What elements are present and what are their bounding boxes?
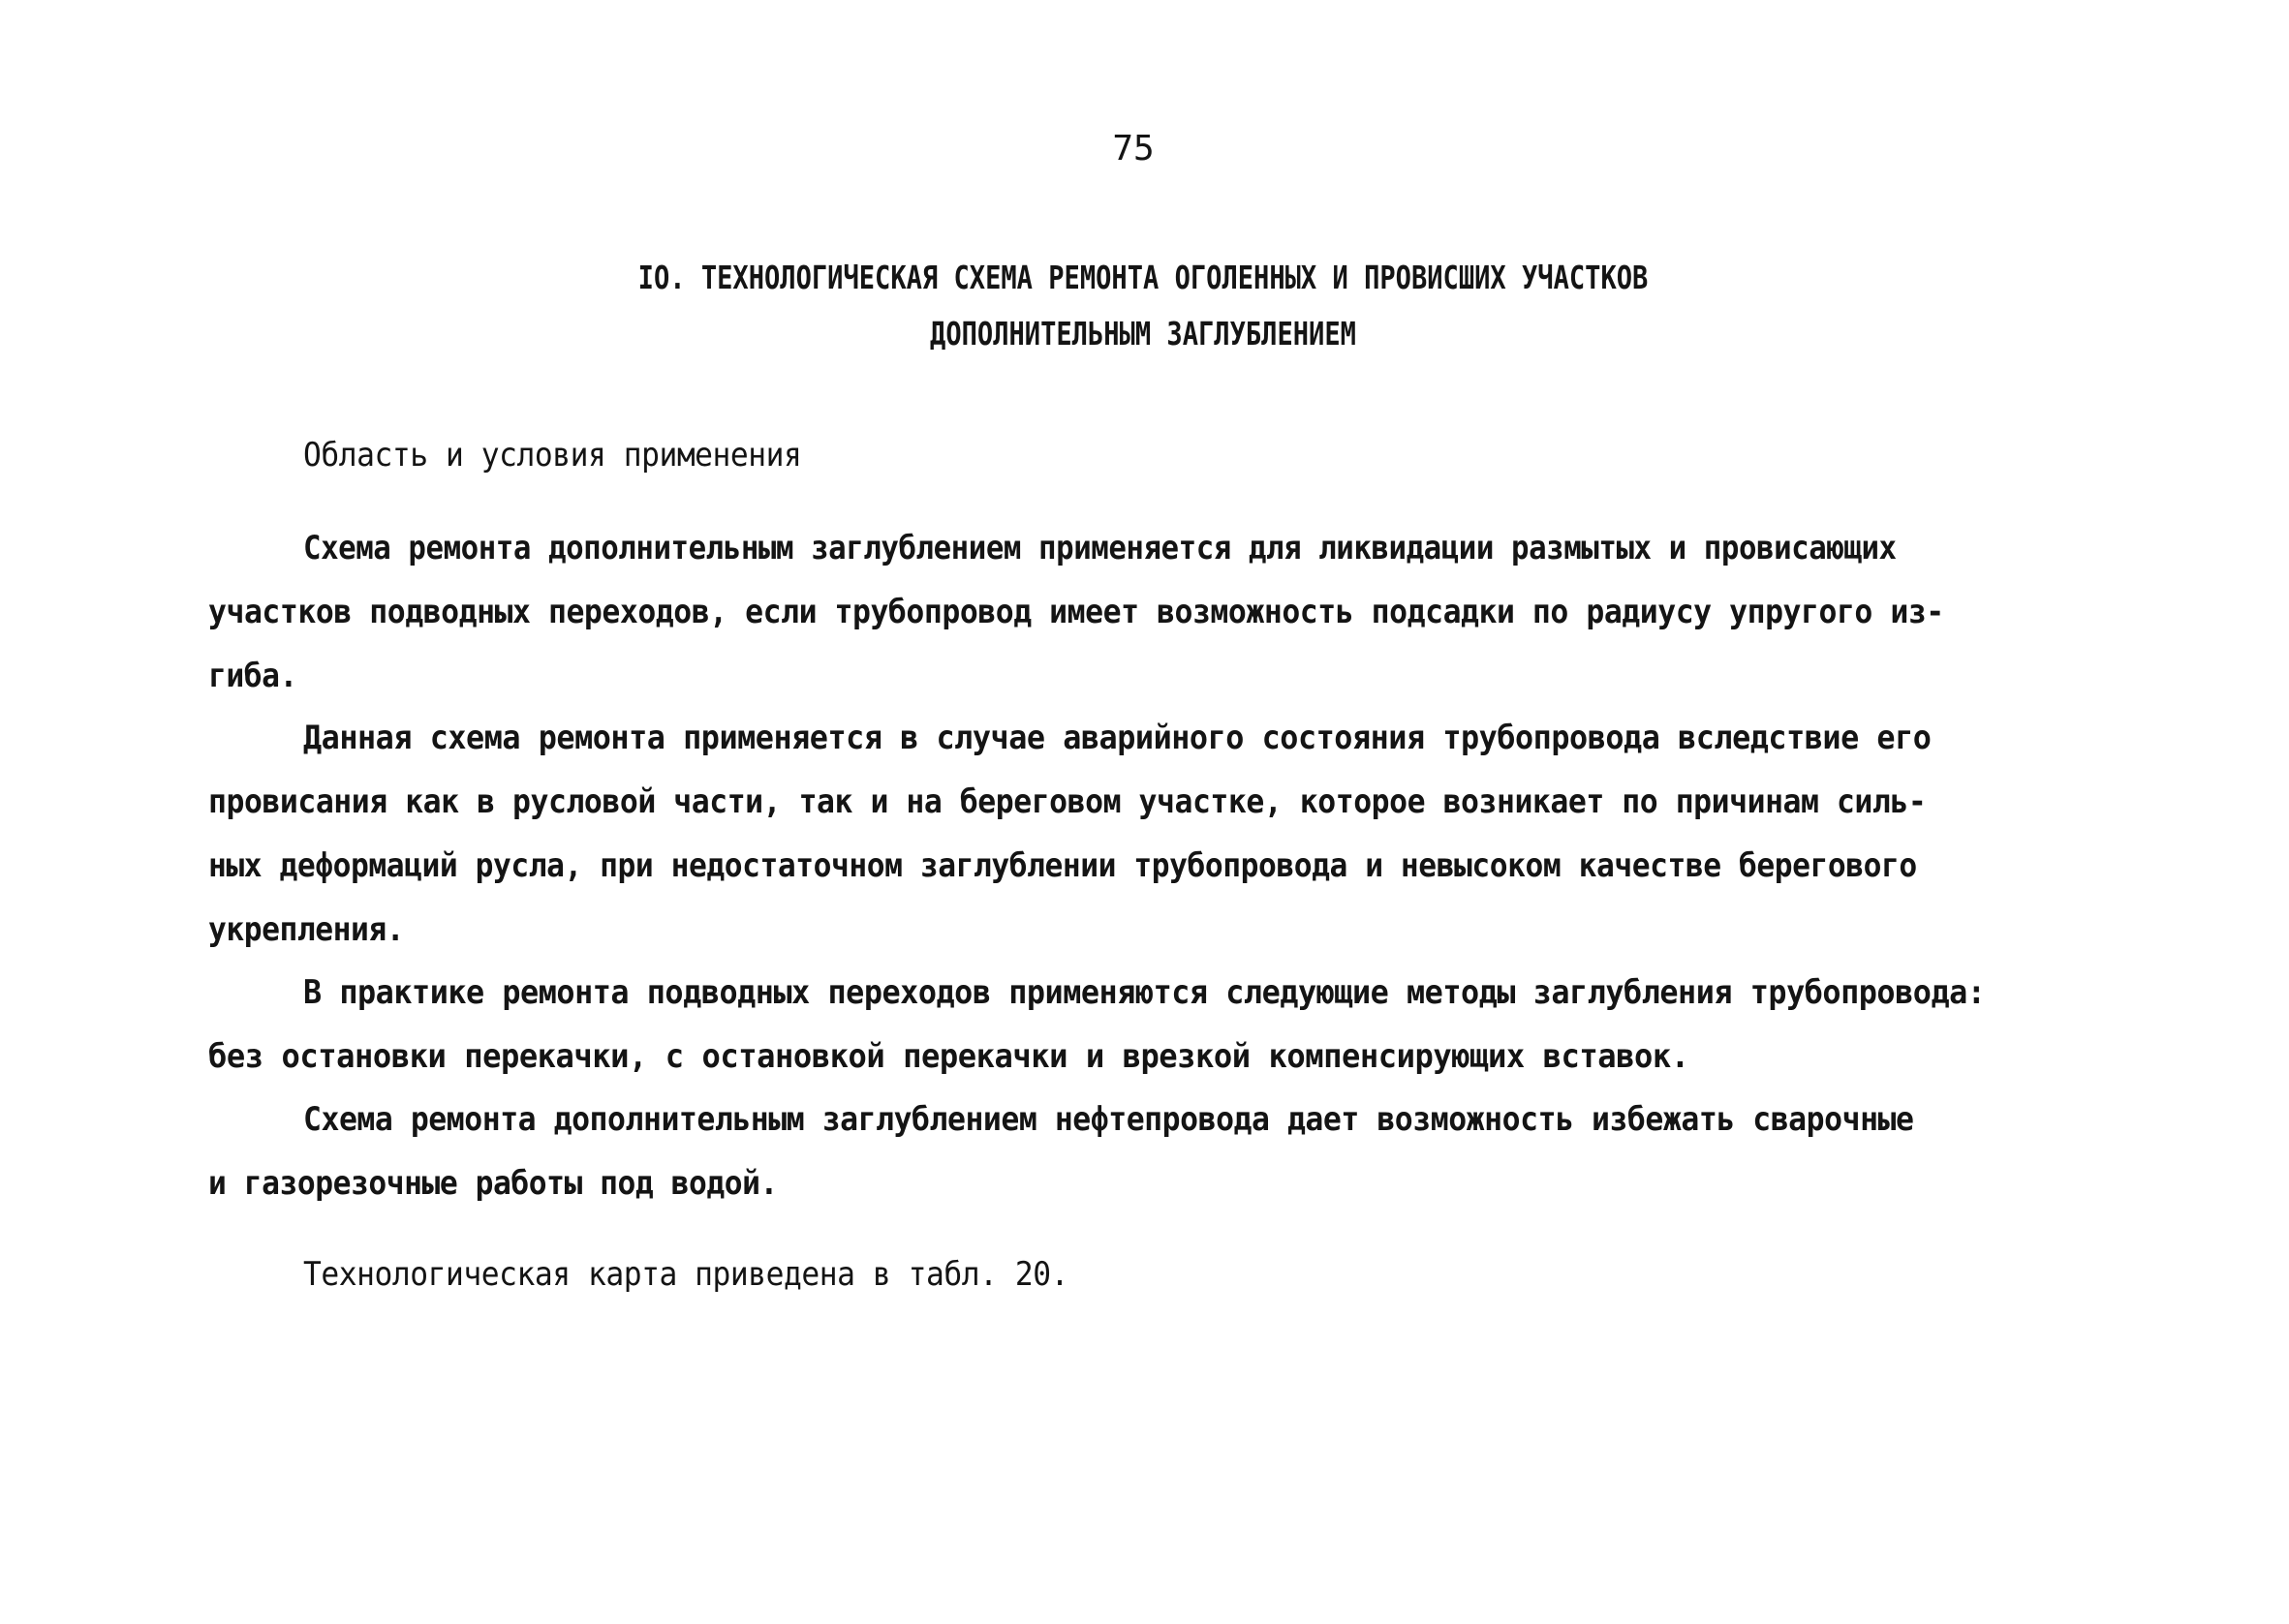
paragraph-1-line-1: Схема ремонта дополнительным заглублением применяется для ликвидации размытых и провисающих <box>303 529 1897 567</box>
section-heading: Область и условия применения <box>303 436 802 475</box>
paragraph-2-line-2: провисания как в русловой части, так и на береговом участке, которое возникает по причинам силь- <box>208 782 1927 821</box>
paragraph-2-line-4: укрепления. <box>208 910 405 949</box>
chapter-title-line-1: IO. ТЕХНОЛОГИЧЕСКАЯ СХЕМА РЕМОНТА ОГОЛЕННЫХ И ПРОВИСШИХ УЧАСТКОВ <box>637 259 1649 296</box>
paragraph-3-line-1: В практике ремонта подводных переходов применяются следующие методы заглубления трубопровода: <box>303 973 1986 1012</box>
chapter-title-line-2: ДОПОЛНИТЕЛЬНЫМ ЗАГЛУБЛЕНИЕМ <box>930 315 1356 352</box>
table-reference-text: Технологическая карта приведена в табл. 20. <box>303 1255 1069 1294</box>
page-number: 75 <box>1112 129 1155 169</box>
paragraph-1-line-2: участков подводных переходов, если трубопровод имеет возможность подсадки по радиусу упругого из- <box>208 593 1944 631</box>
chapter-title <box>523 250 1762 362</box>
paragraph-3-line-2: без остановки перекачки, с остановкой перекачки и врезкой компенсирующих вставок. <box>208 1037 1689 1076</box>
paragraph-4-line-1: Схема ремонта дополнительным заглублением нефтепровода дает возможность избежать сварочные <box>303 1100 1914 1139</box>
paragraph-1-line-3: гиба. <box>208 657 297 695</box>
paragraph-2-line-1: Данная схема ремонта применяется в случае аварийного состояния трубопровода вследствие его <box>303 719 1932 757</box>
paragraph-2-line-3: ных деформаций русла, при недостаточном заглублении трубопровода и невысоком качестве берегового <box>208 846 1917 885</box>
paragraph-4-line-2: и газорезочные работы под водой. <box>208 1164 778 1203</box>
